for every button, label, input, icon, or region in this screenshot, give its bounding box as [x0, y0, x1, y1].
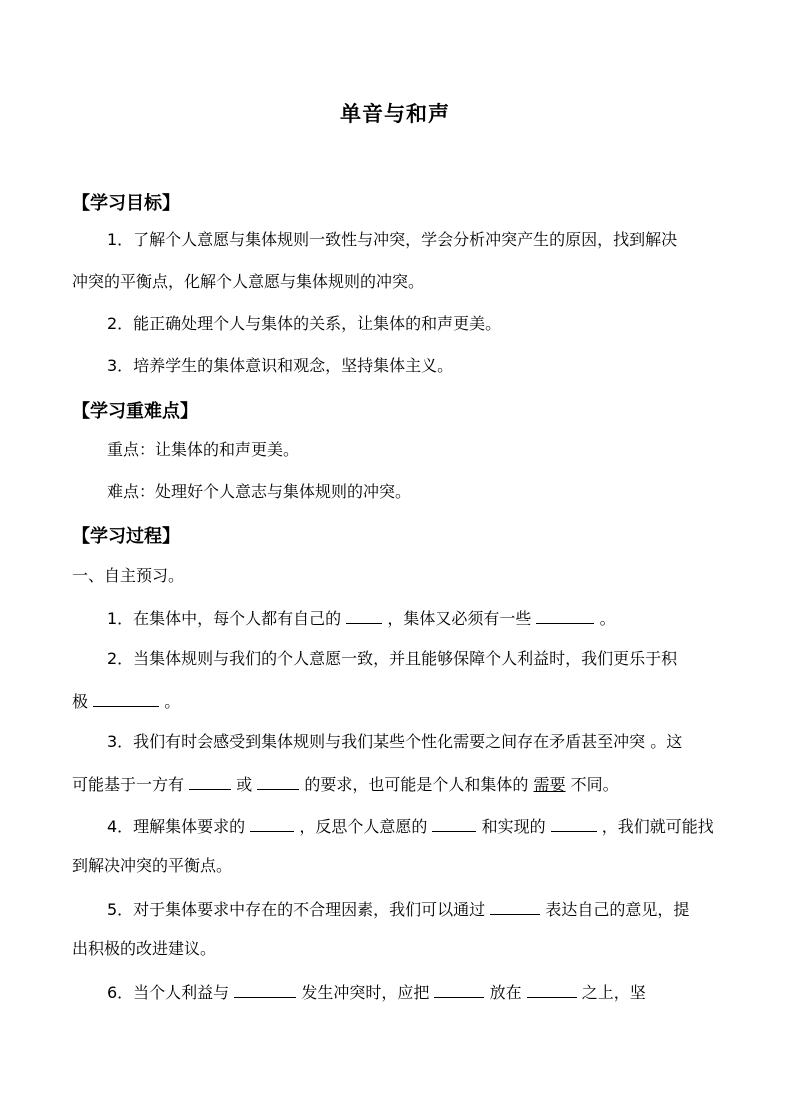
answer-blank[interactable] [346, 606, 382, 624]
objective-1-line-1: 1．了解个人意愿与集体规则一致性与冲突，学会分析冲突产生的原因，找到解决 [107, 230, 678, 249]
answer-blank[interactable] [551, 814, 597, 832]
part-1-heading: 一、自主预习。 [72, 566, 185, 585]
page-title: 单音与和声 [340, 102, 450, 126]
question-2-text-b: 。 [164, 692, 181, 711]
question-1-text-c: 。 [599, 609, 616, 628]
question-5-line-1 [107, 897, 689, 921]
question-4-text-a: 4．理解集体要求的 [107, 817, 246, 836]
objective-3: 3．培养学生的集体意识和观念，坚持集体主义。 [107, 356, 454, 375]
answer-blank[interactable] [189, 772, 231, 790]
question-3-text-b: 或 [236, 775, 253, 794]
question-3-line-1: 3．我们有时会感受到集体规则与我们某些个性化需要之间存在矛盾甚至冲突 。这 [107, 732, 683, 751]
section-heading-objectives: 【学习目标】 [72, 193, 180, 214]
answer-blank[interactable] [434, 980, 484, 998]
question-5-line-2: 出积极的改进建议。 [72, 939, 217, 958]
section-heading-key-points: 【学习重难点】 [72, 401, 198, 422]
question-6-text-c: 放在 [489, 983, 522, 1002]
question-1-text-b: ，集体又必须有一些 [387, 609, 532, 628]
question-5-text-a: 5．对于集体要求中存在的不合理因素，我们可以通过 [107, 900, 486, 919]
question-3-text-d: 不同。 [570, 775, 619, 794]
answer-blank[interactable] [234, 980, 296, 998]
underlined-word: 需要 [533, 775, 566, 794]
answer-blank[interactable] [432, 814, 476, 832]
question-1 [107, 606, 616, 630]
question-6-text-a: 6．当个人利益与 [107, 983, 230, 1002]
question-3-text-a: 可能基于一方有 [72, 775, 185, 794]
question-2-line-1: 2．当集体规则与我们的个人意愿一致，并且能够保障个人利益时，我们更乐于积 [107, 649, 678, 668]
question-6-text-b: 发生冲突时，应把 [301, 983, 430, 1002]
question-1-text-a: 1．在集体中，每个人都有自己的 [107, 609, 342, 628]
answer-blank[interactable] [93, 689, 159, 707]
objective-1-line-2: 冲突的平衡点，化解个人意愿与集体规则的冲突。 [72, 272, 425, 291]
question-2-text-a: 极 [72, 692, 89, 711]
answer-blank[interactable] [536, 606, 594, 624]
answer-blank[interactable] [490, 897, 540, 915]
key-point-focus: 重点：让集体的和声更美。 [107, 440, 300, 459]
question-4-line-1 [107, 814, 714, 838]
answer-blank[interactable] [257, 772, 299, 790]
question-3-text-c: 的要求，也可能是个人和集体的 [304, 775, 529, 794]
question-4-text-d: ，我们就可能找 [601, 817, 714, 836]
question-4-line-2: 到解决冲突的平衡点。 [72, 856, 233, 875]
question-6-line-1 [107, 980, 646, 1004]
question-2-line-2 [72, 689, 180, 713]
question-6-text-d: 之上，坚 [581, 983, 646, 1002]
question-5-text-b: 表达自己的意见，提 [545, 900, 690, 919]
section-heading-process: 【学习过程】 [72, 526, 180, 547]
answer-blank[interactable] [527, 980, 577, 998]
answer-blank[interactable] [250, 814, 294, 832]
key-point-difficulty: 难点：处理好个人意志与集体规则的冲突。 [107, 482, 412, 501]
question-3-line-2 [72, 772, 619, 796]
objective-2: 2．能正确处理个人与集体的关系，让集体的和声更美。 [107, 314, 502, 333]
question-4-text-b: ，反思个人意愿的 [299, 817, 428, 836]
question-4-text-c: 和实现的 [481, 817, 546, 836]
